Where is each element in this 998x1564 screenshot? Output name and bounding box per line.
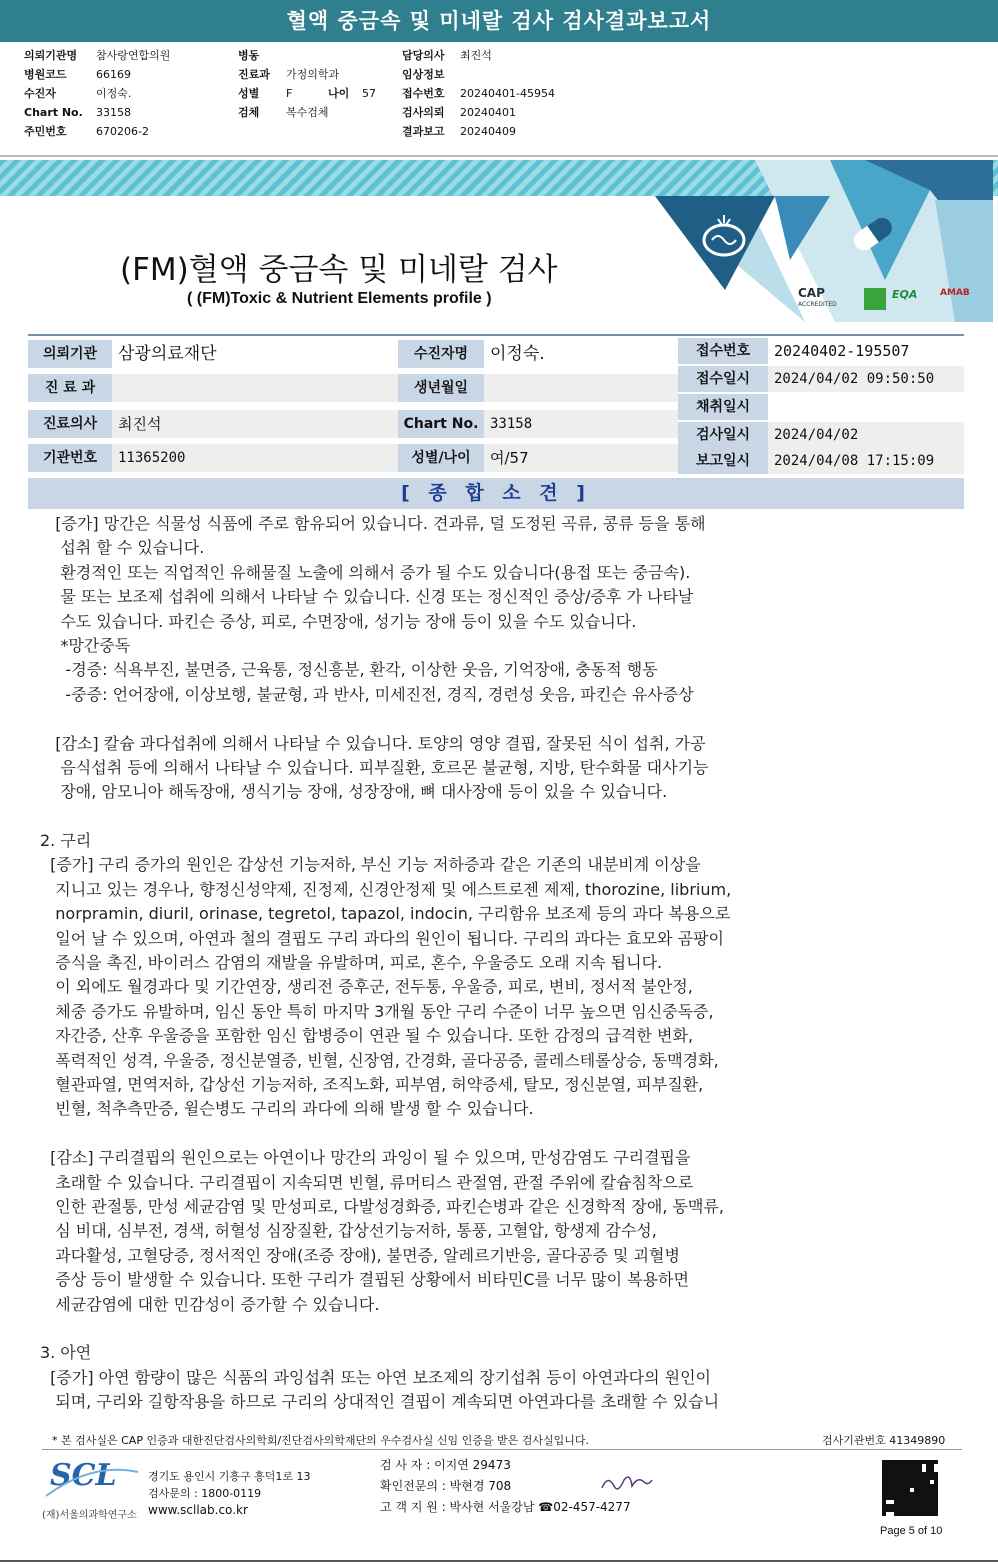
value-doctor: 최진석 xyxy=(112,410,398,438)
meta-key: 주민번호 xyxy=(24,125,67,138)
meta-key: 병동 xyxy=(238,49,260,62)
summary-line: 인한 관절통, 만성 세균감염 및 만성피로, 다발성경화증, 파킨슨병과 같은 신경학적 장애, 동맥류, xyxy=(40,1196,724,1216)
summary-body xyxy=(40,512,940,1414)
meta-value: 670206-2 xyxy=(96,125,149,138)
value-collect-time xyxy=(768,394,964,420)
meta-key: 임상정보 xyxy=(402,68,445,81)
test-subtitle: ( (FM)Toxic & Nutrient Elements profile ) xyxy=(187,290,492,307)
cap-logo-sub: ACCREDITED xyxy=(798,301,837,308)
qr-code-icon xyxy=(882,1460,938,1516)
summary-line: 폭력적인 성격, 우울증, 정신분열증, 빈혈, 신장염, 간경화, 골다공증, 콜레스테롤상승, 동맥경화, xyxy=(40,1050,719,1070)
accreditation-note: * 본 검사실은 CAP 인증과 대한진단검사의학회/진단검사의학재단의 우수검사실 신임 인증을 받은 검사실입니다. xyxy=(52,1434,590,1447)
meta-row xyxy=(402,84,555,103)
meta-row xyxy=(402,46,555,65)
meta-value: 20240401-45954 xyxy=(460,87,555,100)
staff-specialist: 확인전문의 : 박현경 708 xyxy=(380,1479,512,1493)
label-patient: 수진자명 xyxy=(398,340,484,368)
scl-logo-sub: (재)서울의과학연구소 xyxy=(42,1510,137,1521)
meta-value: 이정숙. xyxy=(96,87,132,100)
summary-line: 되며, 구리와 길항작용을 하므로 구리의 상대적인 결핍이 계속되면 아연과다를 초래할 수 있습니 xyxy=(40,1392,720,1412)
cap-logo: CAP xyxy=(798,286,825,300)
meta-row xyxy=(238,103,376,122)
label-birth: 생년월일 xyxy=(398,374,484,402)
info-table-top-rule xyxy=(28,334,964,336)
summary-line xyxy=(40,1317,940,1341)
meta-value: 66169 xyxy=(96,68,131,81)
summary-line: 3. 아연 xyxy=(40,1343,92,1363)
report-title-bar: 혈액 중금속 및 미네랄 검사 검사결과보고서 xyxy=(0,0,998,42)
meta-value: 참사랑연합의원 xyxy=(96,49,171,62)
meta-value: 가정의학과 xyxy=(286,68,340,81)
meta-key: 성별 xyxy=(238,87,260,100)
meta-key: 의뢰기관명 xyxy=(24,49,78,62)
age-label: 나이 xyxy=(328,87,350,100)
value-birth xyxy=(484,374,678,402)
summary-line xyxy=(40,1122,940,1146)
summary-line: 빈혈, 척추측만증, 윌슨병도 구리의 과다에 의해 발생 할 수 있습니다. xyxy=(40,1099,534,1119)
capsule-icon xyxy=(848,212,898,256)
meta-key: 담당의사 xyxy=(402,49,445,62)
meta-row xyxy=(24,84,170,103)
summary-line: 심 비대, 심부전, 경색, 허혈성 심장질환, 갑상선기능저하, 통풍, 고혈압, 항생제 감수성, xyxy=(40,1221,657,1241)
value-report-time: 2024/04/08 17:15:09 xyxy=(768,448,964,474)
meta-key: 결과보고 xyxy=(402,125,445,138)
meta-row xyxy=(24,46,170,65)
summary-header: [ 종 합 소 견 ] xyxy=(28,478,964,509)
summary-line: [증가] 아연 함량이 많은 식품의 과잉섭취 또는 아연 보조제의 장기섭취 등이 아연과다의 원인이 xyxy=(40,1367,712,1387)
meta-key: 수진자 xyxy=(24,87,56,100)
value-receipt-time: 2024/04/02 09:50:50 xyxy=(768,366,964,392)
age-value: 57 xyxy=(362,87,376,100)
summary-line: 이 외에도 월경과다 및 기간연장, 생리전 증후군, 전두통, 우울증, 피로, 변비, 정서적 불안정, xyxy=(40,977,693,997)
lab-contact xyxy=(148,1468,311,1519)
page-number: Page 5 of 10 xyxy=(880,1525,943,1537)
meta-row xyxy=(238,46,376,65)
meta-row xyxy=(238,84,376,103)
scl-logo: SCL xyxy=(50,1458,117,1493)
meta-value: 33158 xyxy=(96,106,131,119)
summary-line: -경증: 식욕부진, 불면증, 근육통, 정신흥분, 환각, 이상한 웃음, 기억장애, 충동적 행동 xyxy=(40,660,658,680)
summary-line: norpramin, diuril, orinase, tegretol, tapazol, indocin, 구리함유 보조제 등의 과다 복용으로 xyxy=(40,904,731,924)
label-receipt-no: 접수번호 xyxy=(678,338,768,364)
meta-row xyxy=(238,65,376,84)
summary-line xyxy=(40,707,940,731)
value-org: 삼광의료재단 xyxy=(112,340,398,368)
meta-value: 최진석 xyxy=(460,49,492,62)
meta-row xyxy=(24,103,170,122)
value-inst-no: 11365200 xyxy=(112,444,398,472)
summary-line: -중증: 언어장애, 이상보행, 불균형, 과 반사, 미세진전, 경직, 경련성 웃음, 파킨슨 유사증상 xyxy=(40,684,694,704)
label-doctor: 진료의사 xyxy=(28,410,112,438)
meta-value: F xyxy=(286,87,293,100)
brain-icon xyxy=(698,213,750,263)
value-receipt-no: 20240402-195507 xyxy=(768,338,964,364)
summary-line: 자간증, 산후 우울증을 포함한 임신 합병증이 연관 될 수 있습니다. 또한 감정의 급격한 변화, xyxy=(40,1026,694,1046)
summary-line: 증식을 촉진, 바이러스 감염의 재발을 유발하며, 피로, 혼수, 우울증도 오래 지속 됩니다. xyxy=(40,953,663,973)
lab-address: 경기도 용인시 기흥구 흥덕1로 13 xyxy=(148,1470,311,1483)
meta-column-2 xyxy=(238,46,376,122)
summary-line: [감소] 구리결핍의 원인으로는 아연이나 망간의 과잉이 될 수 있으며, 만성감염도 구리결핍을 xyxy=(40,1148,691,1168)
meta-key: 병원코드 xyxy=(24,68,67,81)
summary-line: 세균감염에 대한 민감성이 증가할 수 있습니다. xyxy=(40,1294,380,1314)
scl-logo-swoosh xyxy=(42,1462,142,1502)
summary-line: [감소] 칼슘 과다섭취에 의해서 나타날 수 있습니다. 토양의 영양 결핍, 잘못된 식이 섭취, 가공 xyxy=(40,733,706,753)
label-chart: Chart No. xyxy=(398,410,484,438)
header-separator xyxy=(0,155,998,157)
summary-line: 장애, 암모니아 해독장애, 생식기능 장애, 성장장애, 뼈 대사장애 등이 있을 수 있습니다. xyxy=(40,782,668,802)
summary-line: 초래할 수 있습니다. 구리결핍이 지속되면 빈혈, 류머티스 관절염, 관절 주위에 칼슘침착으로 xyxy=(40,1172,694,1192)
staff-info xyxy=(380,1455,631,1518)
staff-support: 고 객 지 원 : 박사현 서울강남 ☎02-457-4277 xyxy=(380,1500,631,1514)
meta-key: 진료과 xyxy=(238,68,270,81)
meta-value: 20240409 xyxy=(460,125,516,138)
eqa-logo: EQA xyxy=(892,288,918,301)
meta-column-3 xyxy=(402,46,555,141)
label-receipt-time: 접수일시 xyxy=(678,366,768,392)
meta-value: 20240401 xyxy=(460,106,516,119)
summary-line: 지니고 있는 경우나, 향정신성약제, 진정제, 신경안정제 및 에스트로젠 제제, thorozine, librium, xyxy=(40,879,732,899)
meta-row xyxy=(24,122,170,141)
amab-logo: AMAB xyxy=(940,288,970,298)
summary-line: 혈관파열, 면역저하, 갑상선 기능저하, 조직노화, 피부염, 허약증세, 탈모, 정신분열, 피부질환, xyxy=(40,1074,704,1094)
lab-phone: 검사문의 : 1800-0119 xyxy=(148,1487,262,1500)
meta-key: 접수번호 xyxy=(402,87,445,100)
value-sex-age: 여/57 xyxy=(484,444,678,472)
lm-logo-icon xyxy=(864,288,886,310)
label-report-time: 보고일시 xyxy=(678,448,768,474)
footer-rule xyxy=(42,1449,962,1450)
test-title: (FM)혈액 중금속 및 미네랄 검사 xyxy=(120,252,558,288)
summary-line: 일어 날 수 있으며, 아연과 철의 결핍도 구리 과다의 원인이 됩니다. 구리의 과다는 효모와 곰팡이 xyxy=(40,928,724,948)
meta-key: Chart No. xyxy=(24,106,83,119)
summary-line: 증상 등이 발생할 수 있습니다. 또한 구리가 결핍된 상황에서 비타민C를 너무 많이 복용하면 xyxy=(40,1270,689,1290)
meta-row xyxy=(24,65,170,84)
summary-line: 환경적인 또는 직업적인 유해물질 노출에 의해서 증가 될 수도 있습니다(용접 또는 중금속). xyxy=(40,562,691,582)
meta-key: 검체 xyxy=(238,106,260,119)
summary-line: [증가] 망간은 식물성 식품에 주로 함유되어 있습니다. 견과류, 덜 도정된 곡류, 콩류 등을 통해 xyxy=(40,514,706,533)
summary-line: *망간중독 xyxy=(40,635,131,655)
label-inst-no: 기관번호 xyxy=(28,444,112,472)
meta-value: 복수검체 xyxy=(286,106,329,119)
label-test-time: 검사일시 xyxy=(678,422,768,448)
lab-code: 검사기관번호 41349890 xyxy=(822,1434,946,1447)
signature-image xyxy=(598,1470,654,1496)
summary-line: 체중 증가도 유발하며, 임신 동안 특히 마지막 3개월 동안 구리 수준이 너무 높으면 임신중독증, xyxy=(40,1001,714,1021)
summary-line: 수도 있습니다. 파킨슨 증상, 피로, 수면장애, 성기능 장애 등이 있을 수도 있습니다. xyxy=(40,611,637,631)
summary-line xyxy=(40,805,940,829)
label-dept: 진 료 과 xyxy=(28,374,112,402)
value-chart: 33158 xyxy=(484,410,678,438)
meta-column-1 xyxy=(24,46,170,141)
staff-tester: 검 사 자 : 이지연 29473 xyxy=(380,1458,511,1472)
label-sex-age: 성별/나이 xyxy=(398,444,484,472)
value-test-time: 2024/04/02 xyxy=(768,422,964,448)
value-patient: 이정숙. xyxy=(484,340,678,368)
summary-line: 과다활성, 고혈당증, 정서적인 장애(조증 장애), 불면증, 알레르기반응, 골다공증 및 괴혈병 xyxy=(40,1245,680,1265)
summary-line: 음식섭취 등에 의해서 나타날 수 있습니다. 피부질환, 호르몬 불균형, 지방, 탄수화물 대사기능 xyxy=(40,757,709,777)
lab-website[interactable]: www.scllab.co.kr xyxy=(148,1503,248,1517)
summary-line: 2. 구리 xyxy=(40,831,92,851)
meta-row xyxy=(402,122,555,141)
bottom-rule xyxy=(0,1560,998,1562)
meta-row xyxy=(402,103,555,122)
label-collect-time: 채취일시 xyxy=(678,394,768,420)
label-org: 의뢰기관 xyxy=(28,340,112,368)
summary-line: 섭취 할 수 있습니다. xyxy=(40,538,205,558)
summary-line: [증가] 구리 증가의 원인은 갑상선 기능저하, 부신 기능 저하증과 같은 기존의 내분비계 이상을 xyxy=(40,855,701,875)
meta-key: 검사의뢰 xyxy=(402,106,445,119)
value-dept xyxy=(112,374,398,402)
meta-row xyxy=(402,65,555,84)
summary-line: 물 또는 보조제 섭취에 의해서 나타날 수 있습니다. 신경 또는 정신적인 증상/증후 가 나타날 xyxy=(40,587,694,607)
